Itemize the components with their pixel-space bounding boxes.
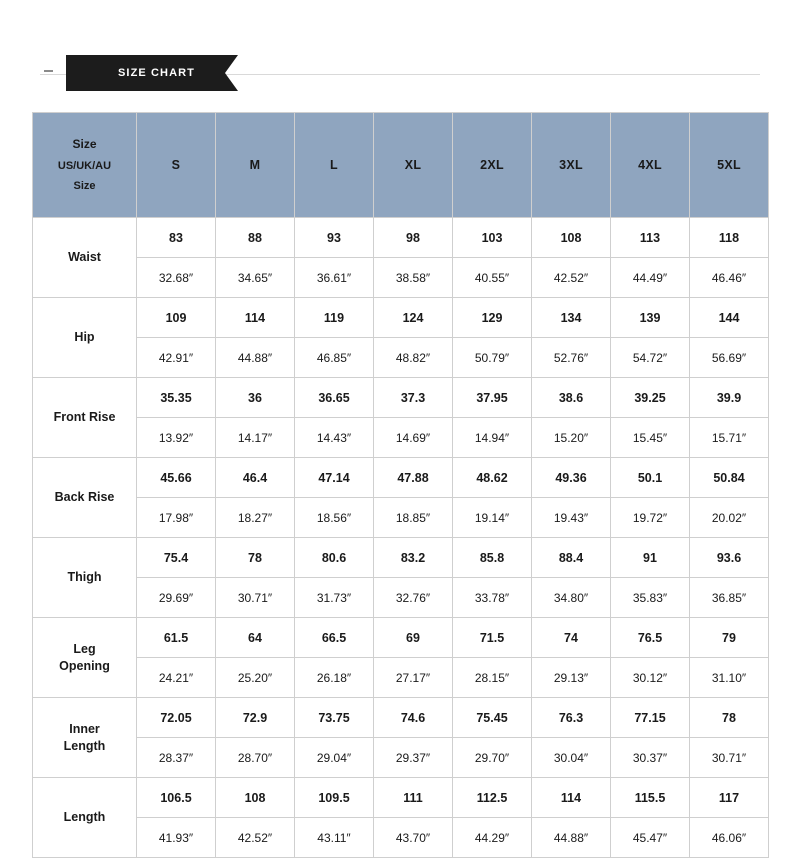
header-size-3xl: 3XL	[532, 113, 611, 218]
cell-inch: 29.13″	[532, 658, 611, 698]
cell-inch: 42.52″	[216, 818, 295, 858]
cell-cm: 75.45	[453, 698, 532, 738]
cell-inch: 26.18″	[295, 658, 374, 698]
row-label-front-rise	[33, 378, 137, 458]
cell-inch: 28.70″	[216, 738, 295, 778]
cell-inch: 15.71″	[690, 418, 769, 458]
cell-cm: 103	[453, 218, 532, 258]
cell-cm: 144	[690, 298, 769, 338]
cell-inch: 46.46″	[690, 258, 769, 298]
cell-inch: 30.71″	[216, 578, 295, 618]
table-row	[33, 498, 769, 538]
cell-cm: 71.5	[453, 618, 532, 658]
cell-cm: 74.6	[374, 698, 453, 738]
table-row	[33, 378, 769, 418]
row-label-thigh	[33, 538, 137, 618]
cell-inch: 19.14″	[453, 498, 532, 538]
cell-cm: 117	[690, 778, 769, 818]
header-corner-region-label-2: Size	[73, 180, 96, 193]
cell-inch: 32.68″	[137, 258, 216, 298]
cell-cm: 114	[216, 298, 295, 338]
cell-inch: 46.06″	[690, 818, 769, 858]
row-label-line2: Length	[63, 738, 106, 753]
size-chart-table-wrap	[32, 112, 768, 858]
cell-cm: 83.2	[374, 538, 453, 578]
cell-cm: 88.4	[532, 538, 611, 578]
cell-inch: 34.80″	[532, 578, 611, 618]
table-row	[33, 458, 769, 498]
cell-inch: 18.27″	[216, 498, 295, 538]
cell-cm: 78	[690, 698, 769, 738]
cell-cm: 109	[137, 298, 216, 338]
cell-inch: 43.11″	[295, 818, 374, 858]
cell-inch: 31.10″	[690, 658, 769, 698]
cell-inch: 56.69″	[690, 338, 769, 378]
cell-cm: 37.3	[374, 378, 453, 418]
cell-inch: 29.04″	[295, 738, 374, 778]
table-row	[33, 698, 769, 738]
table-row	[33, 818, 769, 858]
cell-cm: 79	[690, 618, 769, 658]
cell-cm: 124	[374, 298, 453, 338]
size-chart-table	[32, 112, 769, 858]
cell-inch: 29.37″	[374, 738, 453, 778]
cell-cm: 114	[532, 778, 611, 818]
cell-cm: 134	[532, 298, 611, 338]
header-size-2xl: 2XL	[453, 113, 532, 218]
cell-cm: 109.5	[295, 778, 374, 818]
cell-cm: 98	[374, 218, 453, 258]
cell-inch: 45.47″	[611, 818, 690, 858]
row-label-waist	[33, 218, 137, 298]
cell-inch: 25.20″	[216, 658, 295, 698]
cell-cm: 78	[216, 538, 295, 578]
header-size-5xl: 5XL	[690, 113, 769, 218]
table-row	[33, 298, 769, 338]
table-row	[33, 658, 769, 698]
cell-inch: 27.17″	[374, 658, 453, 698]
cell-inch: 44.88″	[216, 338, 295, 378]
cell-cm: 93	[295, 218, 374, 258]
row-label-line1: Hip	[74, 330, 95, 345]
cell-inch: 19.72″	[611, 498, 690, 538]
cell-inch: 35.83″	[611, 578, 690, 618]
row-label-line2: Opening	[59, 658, 110, 673]
cell-cm: 115.5	[611, 778, 690, 818]
cell-inch: 31.73″	[295, 578, 374, 618]
cell-inch: 32.76″	[374, 578, 453, 618]
table-row	[33, 338, 769, 378]
cell-cm: 85.8	[453, 538, 532, 578]
cell-cm: 80.6	[295, 538, 374, 578]
cell-inch: 14.94″	[453, 418, 532, 458]
cell-cm: 36	[216, 378, 295, 418]
ribbon	[66, 55, 225, 91]
cell-inch: 30.12″	[611, 658, 690, 698]
cell-cm: 75.4	[137, 538, 216, 578]
cell-cm: 39.25	[611, 378, 690, 418]
table-header-row	[33, 113, 769, 218]
row-label-line1: Waist	[68, 250, 101, 265]
cell-inch: 40.55″	[453, 258, 532, 298]
table-row	[33, 218, 769, 258]
cell-cm: 38.6	[532, 378, 611, 418]
cell-cm: 36.65	[295, 378, 374, 418]
row-label-line1: Back Rise	[54, 490, 115, 505]
cell-cm: 112.5	[453, 778, 532, 818]
cell-inch: 29.70″	[453, 738, 532, 778]
cell-inch: 38.58″	[374, 258, 453, 298]
cell-inch: 36.61″	[295, 258, 374, 298]
cell-inch: 42.91″	[137, 338, 216, 378]
cell-inch: 48.82″	[374, 338, 453, 378]
row-label-line1: Leg	[73, 641, 96, 656]
cell-inch: 14.43″	[295, 418, 374, 458]
cell-inch: 42.52″	[532, 258, 611, 298]
cell-inch: 29.69″	[137, 578, 216, 618]
cell-inch: 36.85″	[690, 578, 769, 618]
cell-cm: 88	[216, 218, 295, 258]
cell-inch: 44.29″	[453, 818, 532, 858]
cell-cm: 118	[690, 218, 769, 258]
row-label-line1: Length	[63, 810, 106, 825]
header-size-m: M	[216, 113, 295, 218]
row-label-back-rise	[33, 458, 137, 538]
cell-cm: 66.5	[295, 618, 374, 658]
table-row	[33, 778, 769, 818]
cell-cm: 49.36	[532, 458, 611, 498]
cell-cm: 111	[374, 778, 453, 818]
cell-inch: 43.70″	[374, 818, 453, 858]
header-size-s: S	[137, 113, 216, 218]
cell-inch: 30.37″	[611, 738, 690, 778]
cell-cm: 106.5	[137, 778, 216, 818]
cell-inch: 41.93″	[137, 818, 216, 858]
banner-dash	[44, 70, 53, 72]
cell-inch: 28.15″	[453, 658, 532, 698]
cell-cm: 50.84	[690, 458, 769, 498]
cell-inch: 44.88″	[532, 818, 611, 858]
cell-inch: 24.21″	[137, 658, 216, 698]
cell-cm: 76.5	[611, 618, 690, 658]
cell-inch: 33.78″	[453, 578, 532, 618]
cell-cm: 72.9	[216, 698, 295, 738]
header-corner-cell	[33, 113, 137, 218]
cell-cm: 113	[611, 218, 690, 258]
cell-cm: 72.05	[137, 698, 216, 738]
row-label-line1: Front Rise	[53, 410, 116, 425]
row-label-hip	[33, 298, 137, 378]
table-row	[33, 418, 769, 458]
cell-cm: 129	[453, 298, 532, 338]
header-size-xl: XL	[374, 113, 453, 218]
cell-cm: 108	[216, 778, 295, 818]
cell-inch: 15.45″	[611, 418, 690, 458]
header-size-4xl: 4XL	[611, 113, 690, 218]
cell-cm: 69	[374, 618, 453, 658]
cell-cm: 61.5	[137, 618, 216, 658]
cell-cm: 139	[611, 298, 690, 338]
cell-inch: 15.20″	[532, 418, 611, 458]
cell-cm: 50.1	[611, 458, 690, 498]
cell-cm: 73.75	[295, 698, 374, 738]
cell-inch: 30.04″	[532, 738, 611, 778]
cell-inch: 44.49″	[611, 258, 690, 298]
table-row	[33, 578, 769, 618]
cell-cm: 48.62	[453, 458, 532, 498]
cell-cm: 46.4	[216, 458, 295, 498]
banner	[40, 55, 760, 95]
cell-inch: 14.69″	[374, 418, 453, 458]
table-row	[33, 738, 769, 778]
header-corner-size-label: Size	[72, 136, 97, 151]
table-row	[33, 538, 769, 578]
cell-inch: 18.85″	[374, 498, 453, 538]
row-label-inner-length	[33, 698, 137, 778]
cell-inch: 50.79″	[453, 338, 532, 378]
row-label-line1: Thigh	[67, 570, 102, 585]
cell-inch: 13.92″	[137, 418, 216, 458]
cell-cm: 83	[137, 218, 216, 258]
cell-cm: 74	[532, 618, 611, 658]
cell-cm: 37.95	[453, 378, 532, 418]
cell-cm: 35.35	[137, 378, 216, 418]
page-title: SIZE CHART	[118, 67, 195, 79]
cell-inch: 17.98″	[137, 498, 216, 538]
cell-inch: 20.02″	[690, 498, 769, 538]
header-corner-region-label-1: US/UK/AU	[57, 159, 112, 172]
cell-cm: 77.15	[611, 698, 690, 738]
cell-cm: 119	[295, 298, 374, 338]
row-label-leg-opening	[33, 618, 137, 698]
cell-cm: 39.9	[690, 378, 769, 418]
cell-cm: 108	[532, 218, 611, 258]
cell-inch: 19.43″	[532, 498, 611, 538]
cell-cm: 64	[216, 618, 295, 658]
cell-inch: 18.56″	[295, 498, 374, 538]
cell-inch: 54.72″	[611, 338, 690, 378]
row-label-length	[33, 778, 137, 858]
cell-cm: 93.6	[690, 538, 769, 578]
cell-cm: 91	[611, 538, 690, 578]
table-row	[33, 258, 769, 298]
cell-cm: 47.88	[374, 458, 453, 498]
cell-inch: 28.37″	[137, 738, 216, 778]
cell-inch: 30.71″	[690, 738, 769, 778]
cell-inch: 14.17″	[216, 418, 295, 458]
row-label-line1: Inner	[69, 721, 100, 736]
cell-cm: 45.66	[137, 458, 216, 498]
cell-inch: 34.65″	[216, 258, 295, 298]
header-size-l: L	[295, 113, 374, 218]
cell-cm: 47.14	[295, 458, 374, 498]
cell-inch: 46.85″	[295, 338, 374, 378]
cell-cm: 76.3	[532, 698, 611, 738]
table-row	[33, 618, 769, 658]
cell-inch: 52.76″	[532, 338, 611, 378]
